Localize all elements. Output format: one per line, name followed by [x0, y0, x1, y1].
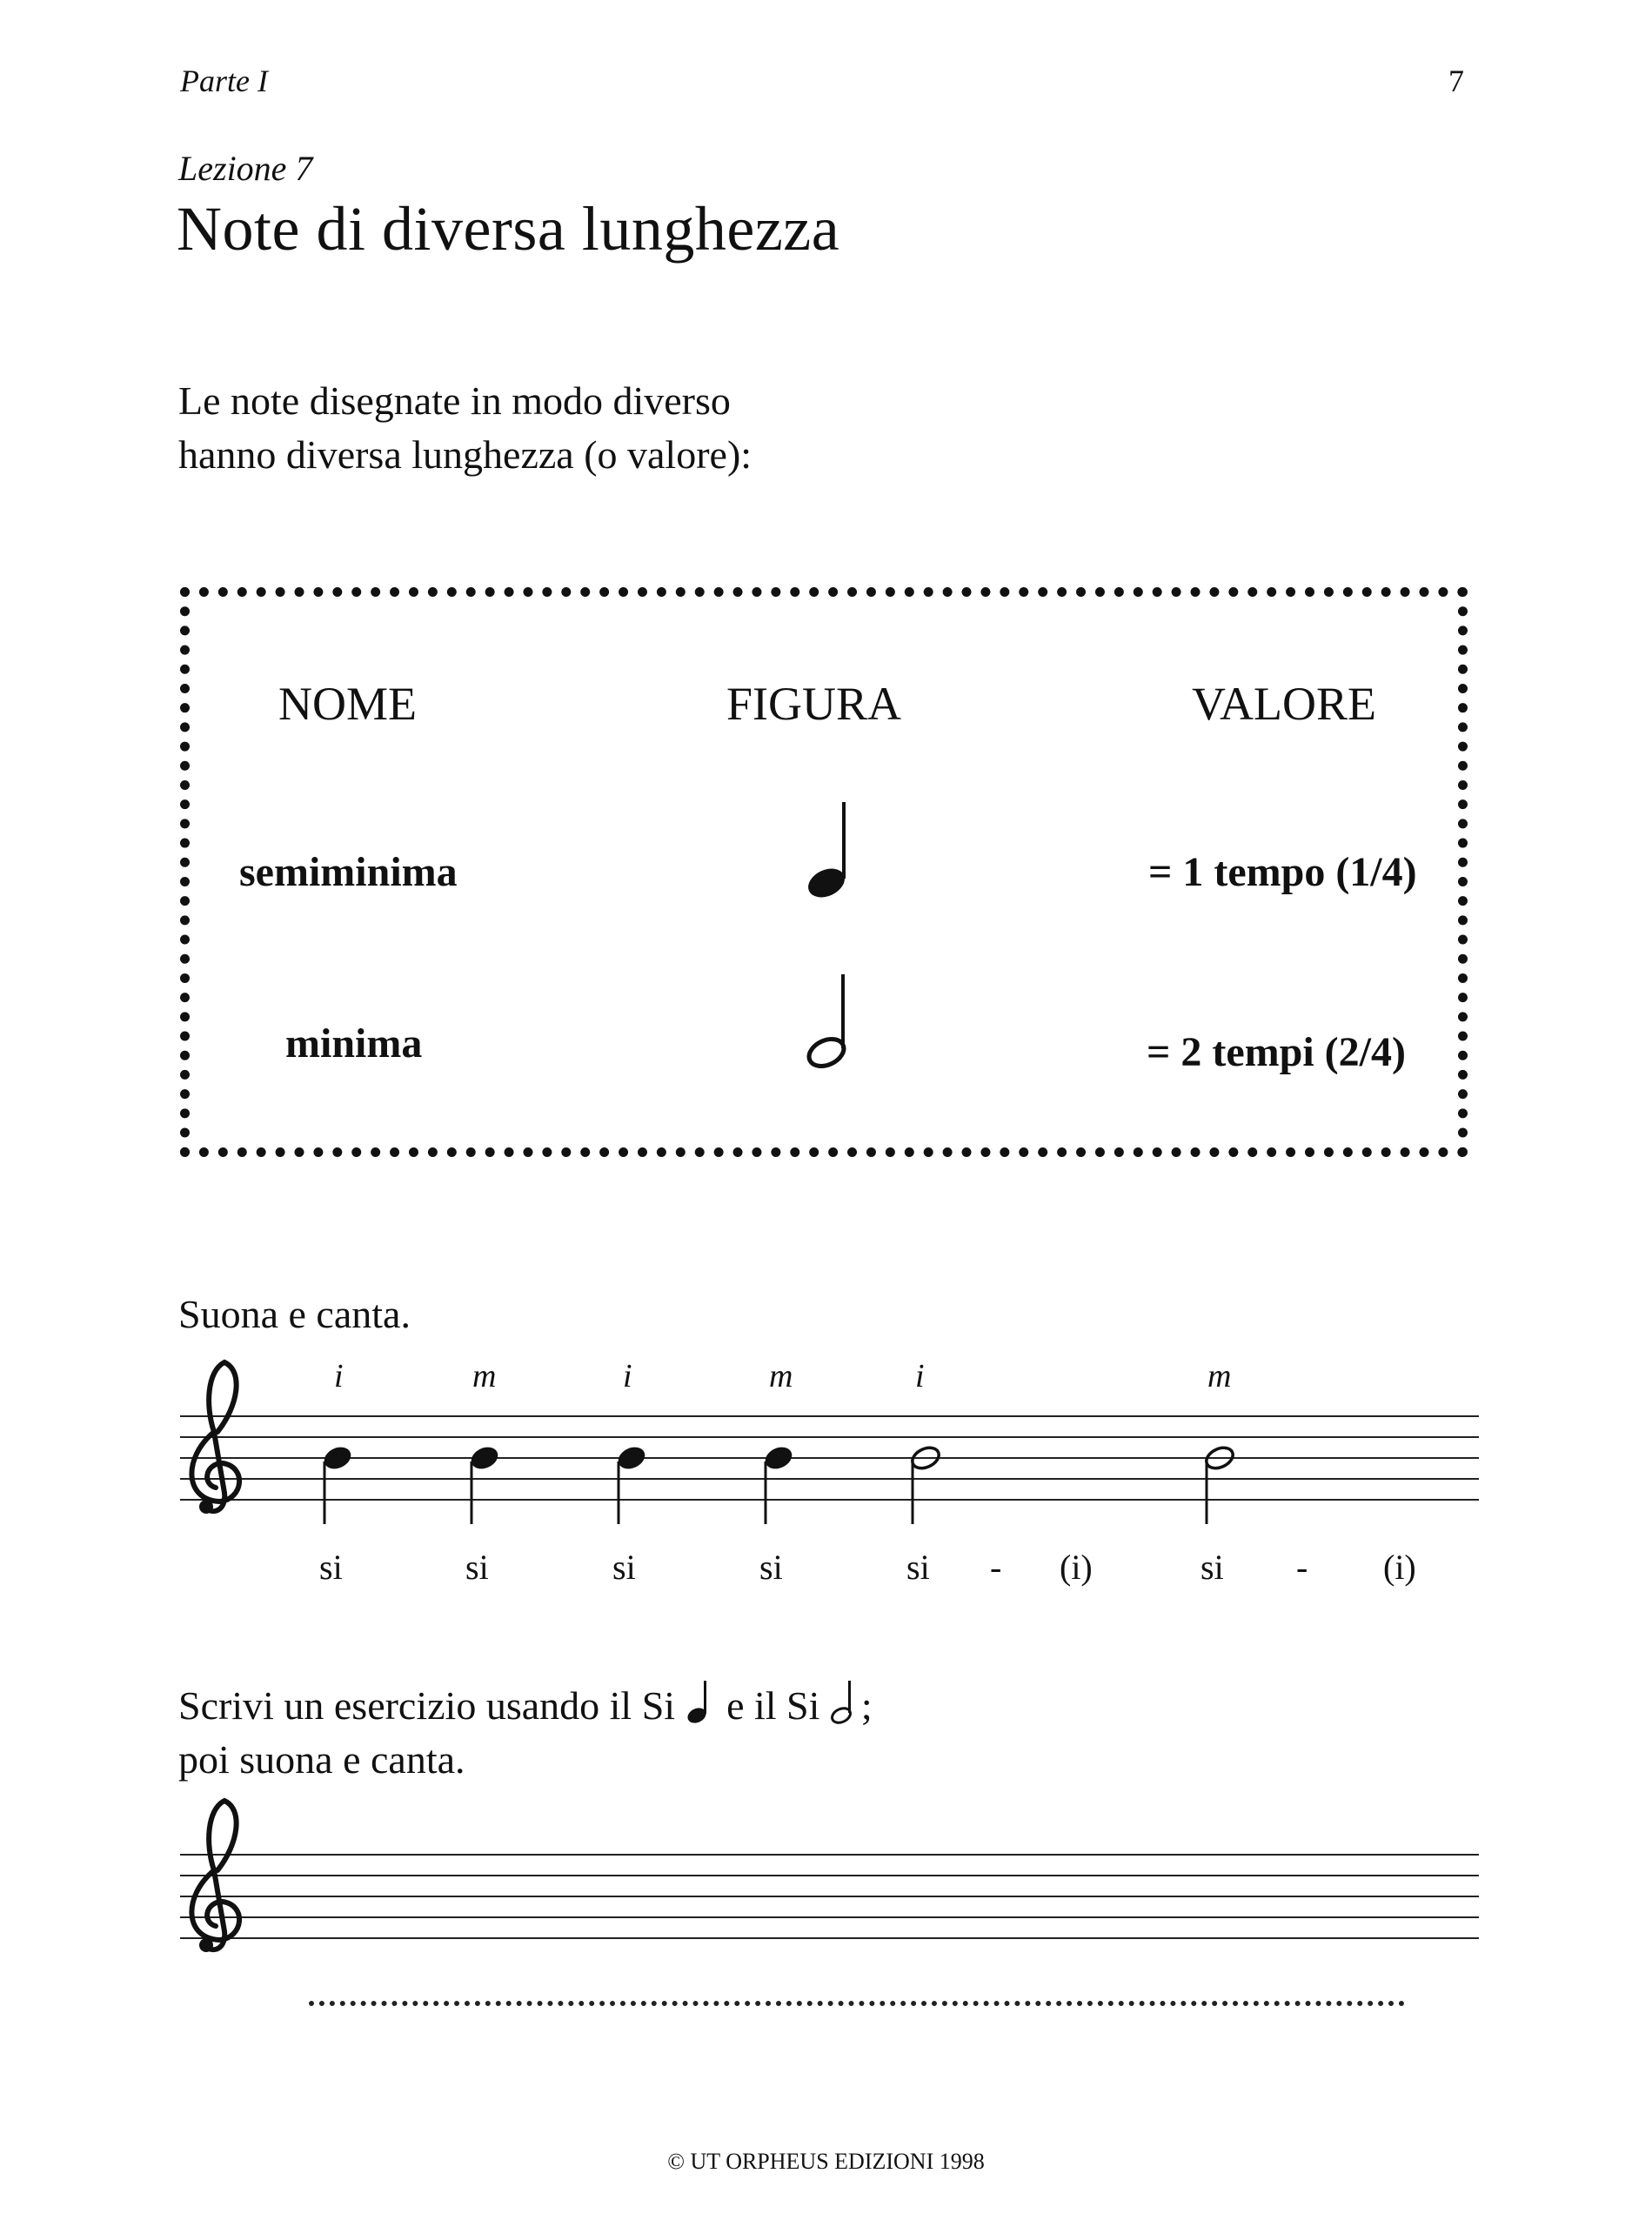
table-row-1-value: = 1 tempo (1/4) — [1148, 849, 1417, 895]
syllable-3: si — [612, 1548, 636, 1587]
running-header-section: Parte I — [180, 64, 268, 98]
page-title: Note di diversa lunghezza — [177, 194, 840, 264]
lesson-label: Lezione 7 — [178, 149, 313, 188]
staff-exercise-1 — [180, 1416, 1479, 1500]
syllable-hyphen-2: - — [1296, 1548, 1308, 1587]
staff-exercise-2 — [180, 1855, 1479, 1938]
syllable-8: (i) — [1383, 1548, 1416, 1587]
staff-note-half-2 — [1203, 1444, 1236, 1524]
intro-line-2: hanno diversa lunghezza (o valore): — [178, 432, 752, 477]
intro-line-1: Le note disegnate in modo diverso — [178, 378, 731, 423]
fingering-1: i — [334, 1358, 344, 1394]
quarter-note-icon — [804, 802, 850, 903]
fingering-6: m — [1207, 1358, 1232, 1394]
fingering-5: i — [915, 1358, 925, 1394]
exercise-2-line-2: poi suona e canta. — [178, 1737, 465, 1782]
staff-note-quarter-4 — [762, 1443, 796, 1524]
table-row-2-value: = 2 tempi (2/4) — [1147, 1029, 1406, 1075]
syllable-6: (i) — [1060, 1548, 1093, 1587]
fingering-3: i — [623, 1358, 632, 1394]
staff-note-quarter-2 — [468, 1443, 502, 1524]
syllable-4: si — [759, 1548, 783, 1587]
fingering-2: m — [472, 1358, 497, 1394]
table-header-valore: VALORE — [1192, 678, 1377, 730]
table-row-1-name: semiminima — [239, 849, 458, 895]
staff-note-quarter-3 — [615, 1443, 649, 1524]
syllable-2: si — [465, 1548, 489, 1587]
staff-note-half-1 — [909, 1444, 942, 1524]
syllable-5: si — [906, 1548, 930, 1587]
exercise-2-text-c: ; — [860, 1683, 873, 1728]
syllable-hyphen-1: - — [990, 1548, 1002, 1587]
syllable-7: si — [1201, 1548, 1224, 1587]
fingering-4: m — [769, 1358, 793, 1394]
staff-note-quarter-1 — [321, 1443, 355, 1524]
syllable-1: si — [319, 1548, 343, 1587]
table-header-nome: NOME — [278, 678, 417, 730]
exercise-2-text-a: Scrivi un esercizio usando il Si — [178, 1683, 676, 1728]
copyright-footer: © UT ORPHEUS EDIZIONI 1998 — [667, 2149, 985, 2174]
table-row-2-name: minima — [285, 1020, 423, 1067]
page-number: 7 — [1448, 64, 1464, 98]
exercise-2-text-b: e il Si — [726, 1683, 820, 1728]
table-header-figura: FIGURA — [726, 678, 902, 730]
half-note-icon — [805, 974, 848, 1072]
exercise-1-instruction: Suona e canta. — [178, 1292, 411, 1336]
